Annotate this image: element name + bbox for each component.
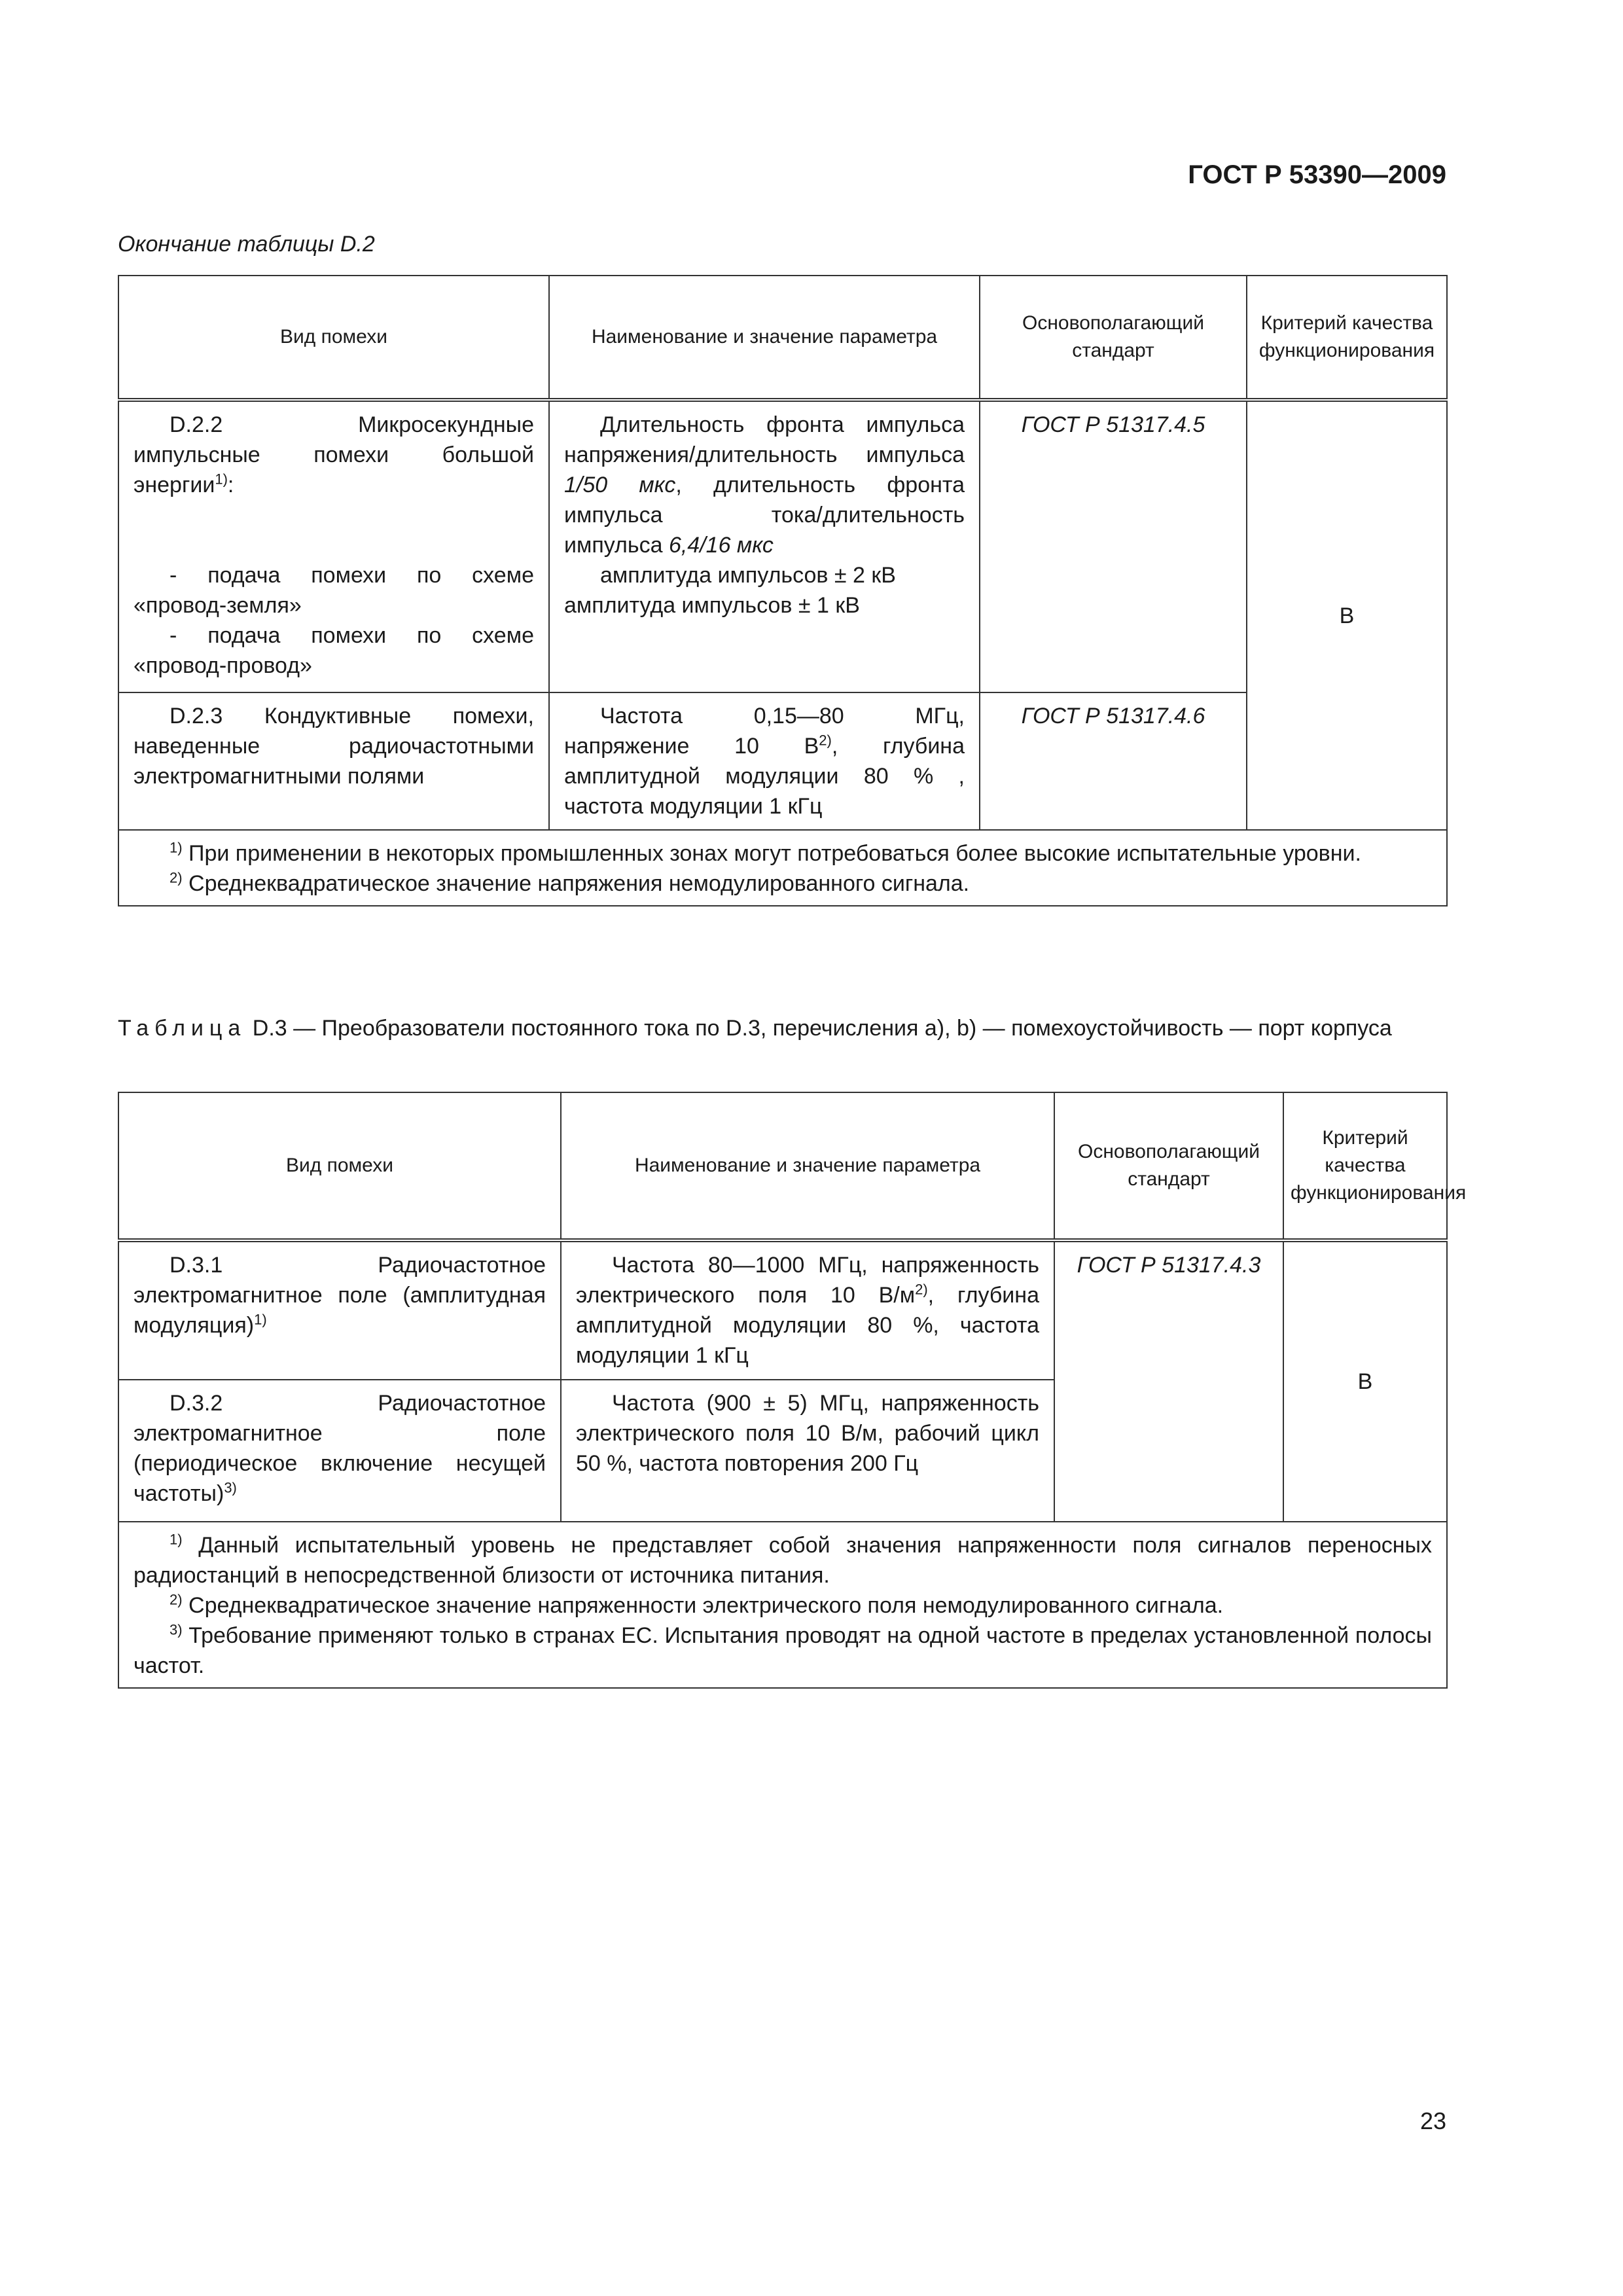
document-code: ГОСТ Р 53390—2009 bbox=[1188, 160, 1446, 189]
interference-type-cell bbox=[118, 400, 549, 692]
interference-type-cell: D.2.3 Кондуктивные помехи, наведенные радиочастотными электромагнитными полями bbox=[118, 692, 549, 830]
interference-line: - подача помехи по схеме «провод-провод» bbox=[134, 623, 534, 678]
header-parameter: Наименование и значение параметра bbox=[561, 1092, 1054, 1240]
interference-line: - подача помехи по схеме «провод-земля» bbox=[134, 563, 534, 618]
header-standard: Основополагающий стандарт bbox=[1054, 1092, 1283, 1240]
parameter-text: амплитуда импульсов ± 1 кВ bbox=[564, 593, 860, 618]
parameter-cell: Частота (900 ± 5) МГц, напряженность электрического поля 10 В/м, рабочий цикл 50 %, частота повторения 200 Гц bbox=[561, 1380, 1054, 1522]
notes-cell bbox=[118, 1522, 1447, 1688]
header-interference-type: Вид помехи bbox=[118, 1092, 561, 1240]
parameter-text: амплитуда импульсов ± 2 кВ bbox=[600, 563, 896, 588]
footnote: $^{3)}$ Требование применяют только в странах ЕС. Испытания проводят на одной частоте в пределах установленной полосы частот. bbox=[134, 1621, 1432, 1678]
header-criterion: Критерий качества функционирования bbox=[1283, 1092, 1447, 1240]
interference-type-cell: D.3.2 Радиочастотное электромагнитное поле (периодическое включение несущей частоты)$^{3)}$ bbox=[118, 1380, 561, 1522]
criterion-cell: B bbox=[1283, 1240, 1447, 1522]
footnote: $^{1)}$ Данный испытательный уровень не представляет собой значения напряженности поля сигналов переносных радиостанций в непосредственной близости от источника питания. bbox=[134, 1531, 1432, 1588]
table-d3-caption: Таблица D.3 — Преобразователи постоянного тока по D.3, перечисления a), b) — помехоустойчивость — порт корпуса bbox=[118, 1016, 1392, 1041]
parameter-cell: Частота 0,15—80 МГц, напряжение 10 $В^{2)}$, глубина амплитудной модуляции 80 % , частота модуляции 1 кГц bbox=[549, 692, 980, 830]
notes-cell bbox=[118, 830, 1447, 906]
table-notes-row bbox=[118, 1522, 1447, 1688]
criterion-cell: B bbox=[1247, 400, 1447, 830]
table-header-row bbox=[118, 276, 1447, 400]
footnote: $^{1)}$ При применении в некоторых промышленных зонах могут потребоваться более высокие испытательные уровни. bbox=[169, 839, 1361, 866]
table-d2-continuation-caption: Окончание таблицы D.2 bbox=[118, 232, 375, 257]
header-parameter: Наименование и значение параметра bbox=[549, 276, 980, 400]
standard-cell: ГОСТ Р 51317.4.3 bbox=[1054, 1240, 1283, 1522]
table-d3 bbox=[118, 1092, 1467, 1689]
interference-type-cell: D.3.1 Радиочастотное электромагнитное поле (амплитудная модуляция)$^{1)}$ bbox=[118, 1240, 561, 1380]
header-interference-type: Вид помехи bbox=[118, 276, 549, 400]
parameter-cell bbox=[549, 400, 980, 692]
table-row bbox=[118, 1240, 1447, 1380]
table-row bbox=[118, 400, 1447, 692]
standard-cell: ГОСТ Р 51317.4.5 bbox=[980, 400, 1247, 692]
standard-cell: ГОСТ Р 51317.4.6 bbox=[980, 692, 1247, 830]
footnote: $^{2)}$ Среднеквадратическое значение напряженности электрического поля немодулированного сигнала. bbox=[169, 1591, 1224, 1618]
page-number: 23 bbox=[1419, 2108, 1446, 2134]
interference-title: D.2.2 Микросекундные импульсные помехи большой энергии$^{1)}$: bbox=[134, 412, 534, 497]
parameter-cell: Частота 80—1000 МГц, напряженность электрического поля 10 $В/м^{2)}$, глубина амплитудной модуляции 80 %, частота модуляции 1 кГц bbox=[561, 1240, 1054, 1380]
footnote: $^{2)}$ Среднеквадратическое значение напряжения немодулированного сигнала. bbox=[169, 869, 970, 896]
table-d2 bbox=[118, 275, 1448, 906]
parameter-text: Длительность фронта импульса напряжения/длительность импульса 1/50 мкс, длительность фронта импульса тока/длительность импульса 6,4/16 мкс bbox=[564, 412, 965, 558]
table-header-row bbox=[118, 1092, 1447, 1240]
header-criterion: Критерий качества функционирования bbox=[1247, 276, 1447, 400]
header-standard: Основополагающий стандарт bbox=[980, 276, 1247, 400]
table-notes-row bbox=[118, 830, 1447, 906]
